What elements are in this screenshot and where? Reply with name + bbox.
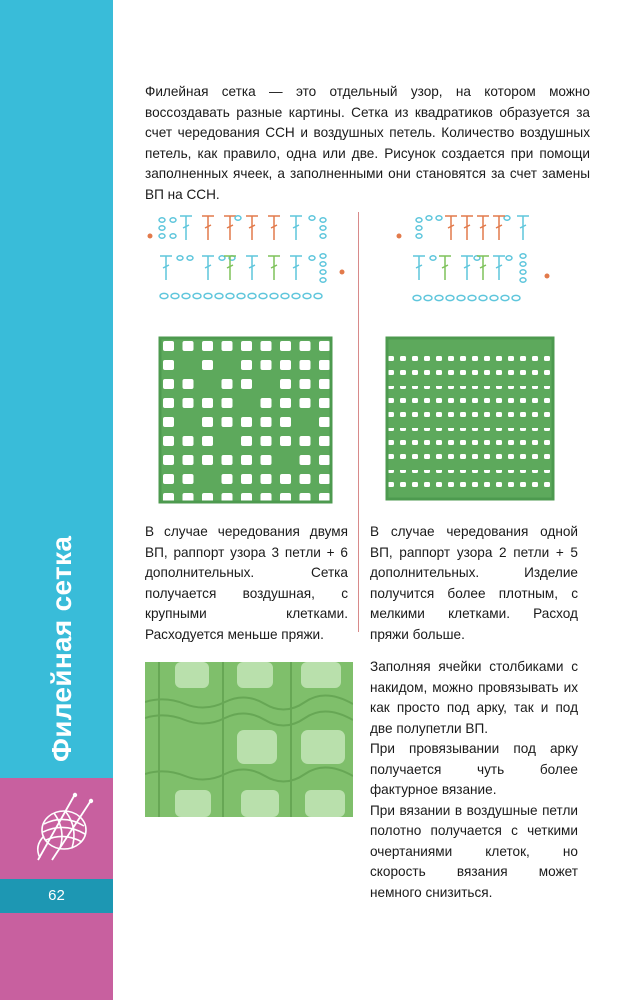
technique-notes xyxy=(370,657,578,903)
column-divider xyxy=(358,212,359,632)
caption-two-chain: В случае чередования двумя ВП, раппорт узора 3 петли + 6 дополнительных. Сетка получается воздушная, с крупными клетками. Расходуется меньше пряжи. xyxy=(145,524,348,642)
note-arch: При провязывании под арку получается чуть более фактурное вязание. xyxy=(370,741,578,797)
section-title: Филейная сетка xyxy=(46,535,77,762)
open-mesh-swatch-icon xyxy=(158,336,333,504)
crochet-chart-one-chain-icon xyxy=(383,206,563,310)
intro-paragraph: Филейная сетка — это отдельный узор, на котором можно воссоздавать разные картины. Сетка из квадратиков образуется за счет чередования ССН и воздушных петель. Количество воздушных петель, как правило, одна или две. Рисунок создается при помощи заполненных ячеек, а заполненными они становятся за счет замены ВП на ССН. xyxy=(145,84,590,202)
page-number: 62 xyxy=(48,887,65,904)
crochet-chart-two-chain-icon xyxy=(142,206,352,310)
note-chain-loops: При вязании в воздушные петли полотно получается с четкими очертаниями клеток, но скорость вязания может немного снизиться. xyxy=(370,802,578,900)
note-filling-cells: Заполняя ячейки столбиками с накидом, можно провязывать их как просто под арку, так и под две полупетли ВП. xyxy=(370,659,578,736)
mesh-closeup-photo-icon xyxy=(145,662,353,817)
dense-mesh-swatch-icon xyxy=(385,336,555,501)
caption-one-chain: В случае чередования одной ВП, раппорт узора 2 петли + 5 дополнительных. Изделие получится более плотным, с мелкими клетками. Расход пряжи больше. xyxy=(370,524,578,642)
yarn-ball-icon xyxy=(32,792,96,864)
